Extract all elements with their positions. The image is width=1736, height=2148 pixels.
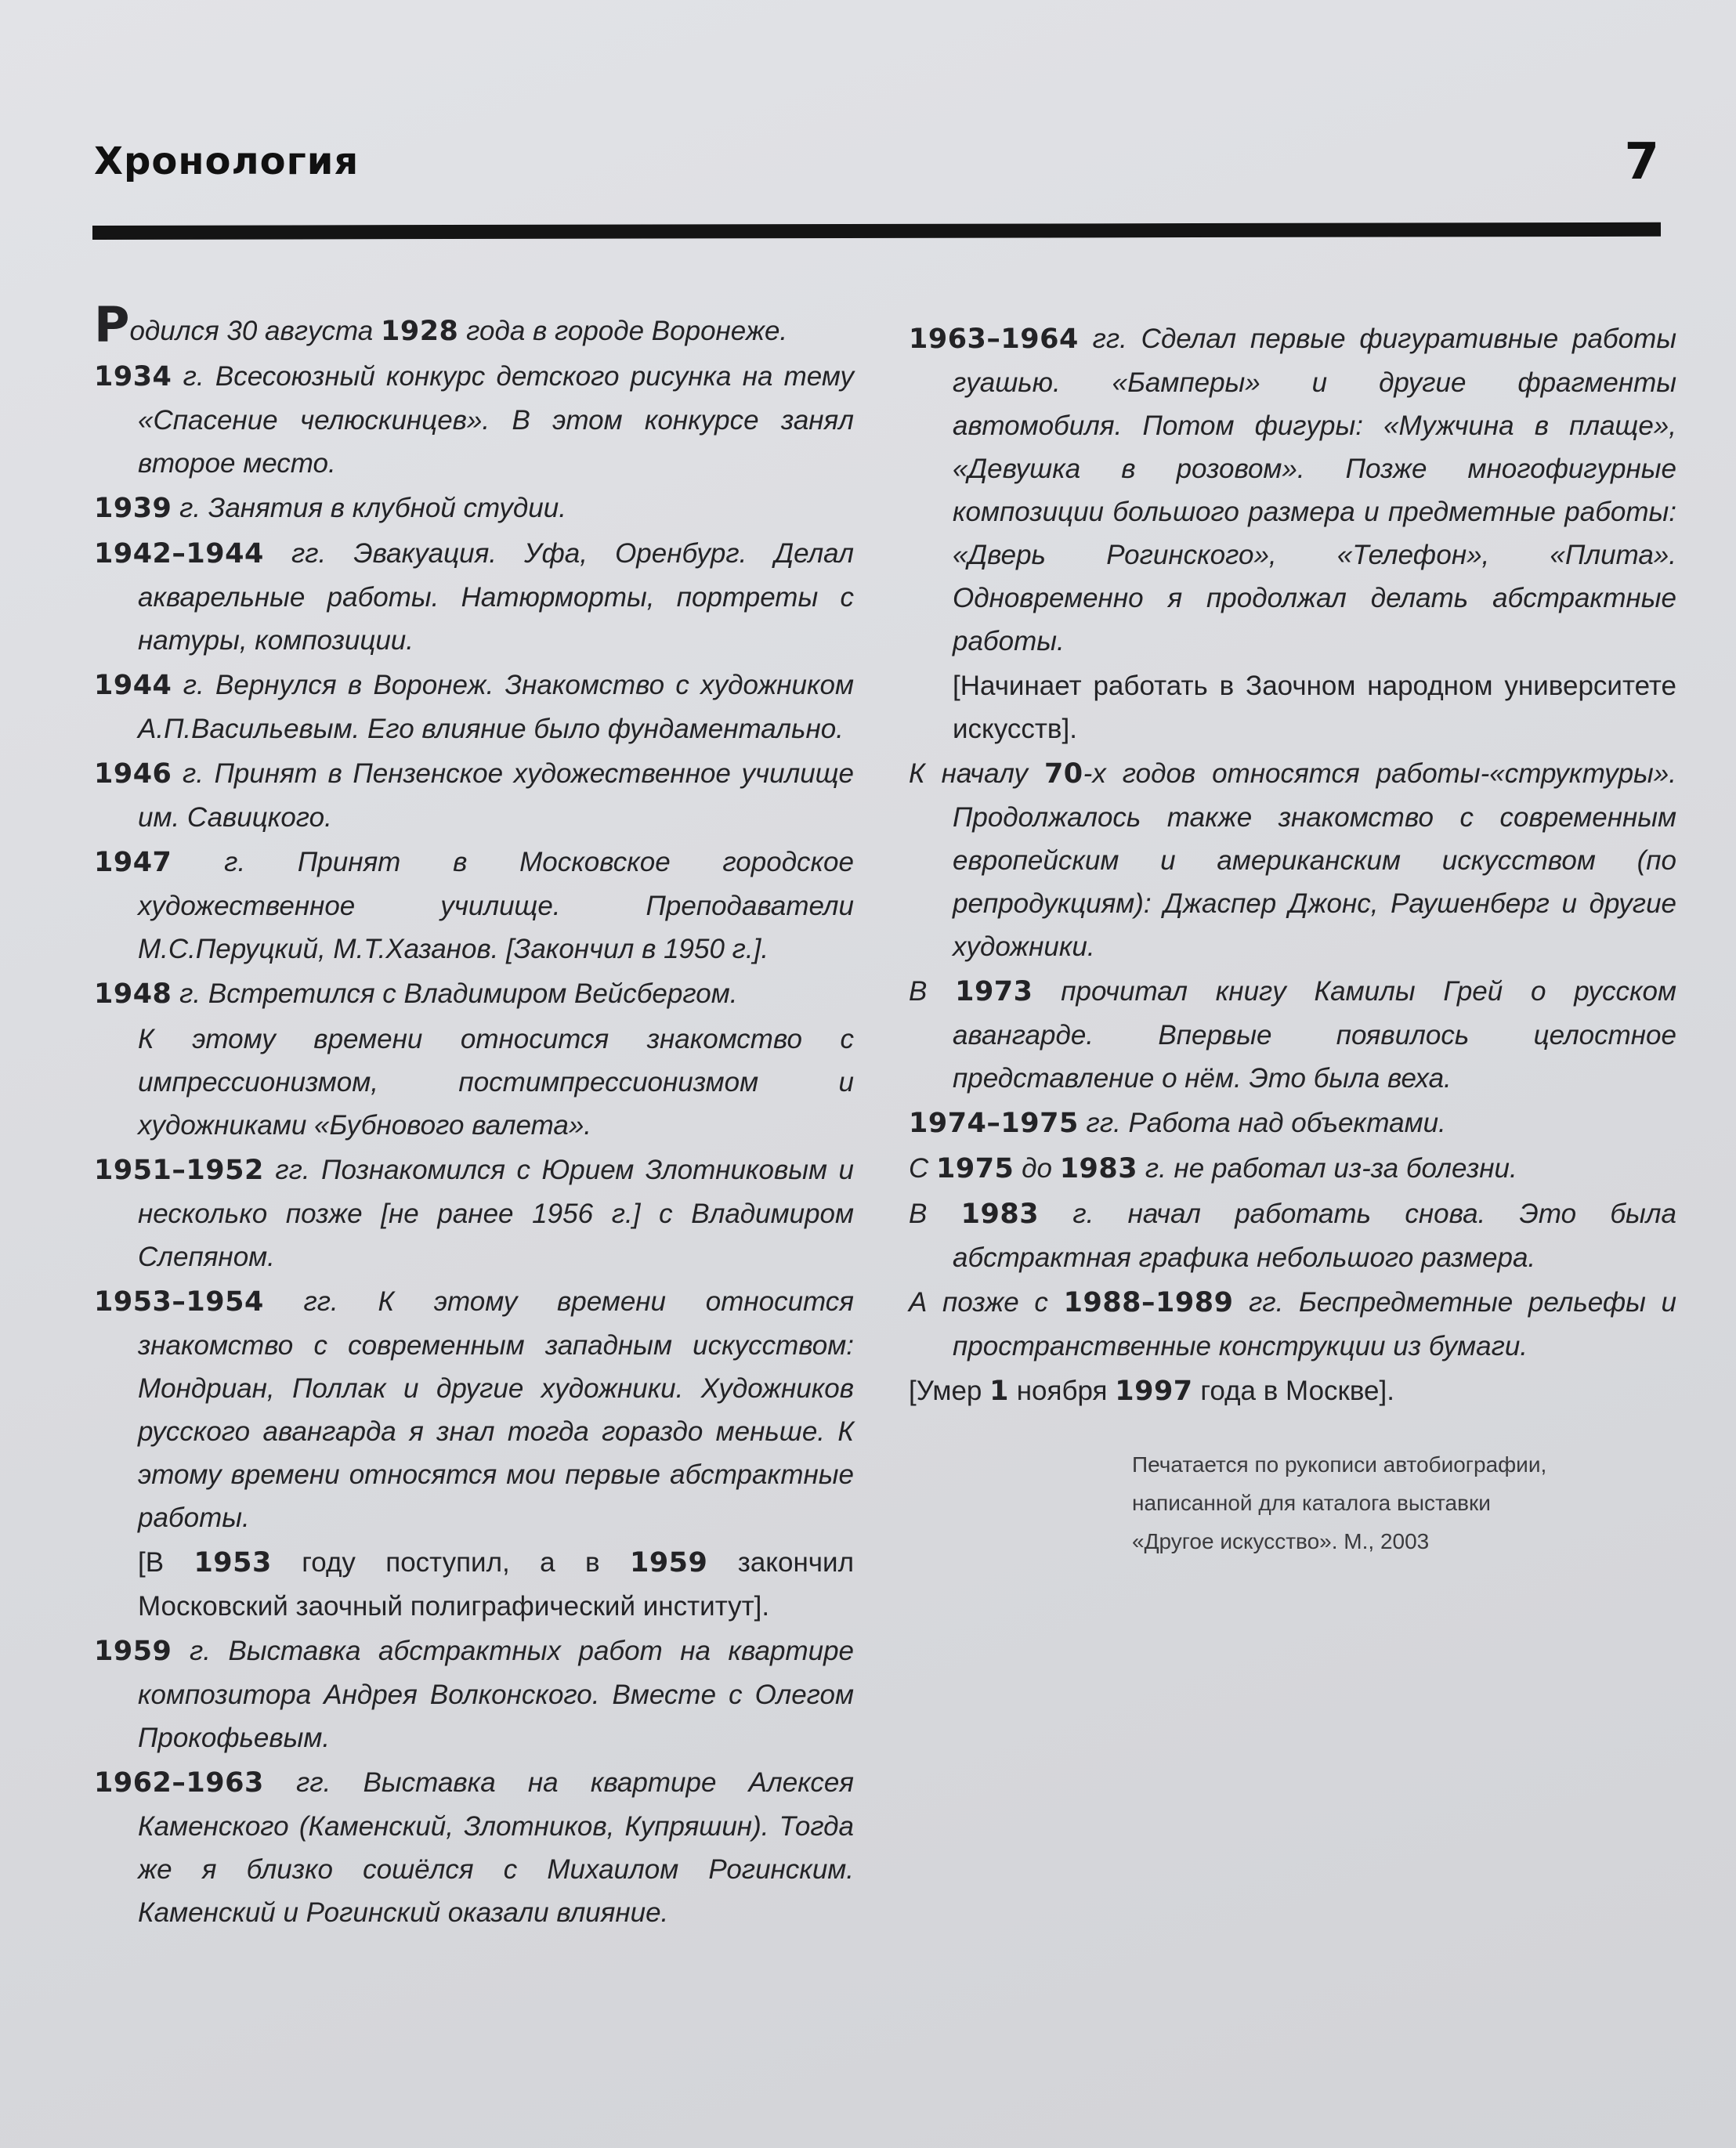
footnote-line: «Другое искусство». М., 2003 <box>1132 1529 1430 1553</box>
drop-cap: Р <box>94 296 130 353</box>
chronology-entry: А позже с 1988–1989 гг. Беспредметные рельефы и пространственные конструкции из бумаги. <box>909 1287 1676 1361</box>
chronology-entry: 1939 г. Занятия в клубной студии. <box>94 493 566 524</box>
chronology-entry: 1959 г. Выставка абстрактных работ на квартире композитора Андрея Волконского. Вместе с Олегом Прокофьевым. <box>94 1636 854 1753</box>
header-rule <box>92 222 1661 240</box>
year: 1983 <box>1059 1153 1138 1184</box>
year: 1951–1952 <box>94 1155 264 1186</box>
intro-entry: Родился 30 августа 1928 года в городе Воронеже. <box>94 296 788 353</box>
chronology-entry: 1946 г. Принят в Пензенское художественное училище им. Савицкого. <box>94 758 854 833</box>
chronology-entry: К началу 70-х годов относятся работы-«структуры». Продолжалось также знакомство с современным европейским и американским искусством (по репродукциям): Джаспер Джонс, Раушенберг и другие художники. <box>909 758 1676 962</box>
chronology-continuation: К этому времени относится знакомство с импрессионизмом, постимпрессионизмом и художниками «Бубнового валета». <box>138 1024 854 1141</box>
year: 1988–1989 <box>1063 1287 1234 1318</box>
year: 1944 <box>94 670 172 701</box>
chronology-entry: 1947 г. Принят в Московское городское художественное училище. Преподаватели М.С.Перуцкий, М.Т.Хазанов. [Закончил в 1950 г.]. <box>94 847 854 964</box>
year: 1983 <box>960 1199 1040 1230</box>
death-note: [Умер 1 ноября 1997 года в Москве]. <box>909 1376 1394 1407</box>
year: 1973 <box>955 976 1033 1007</box>
chronology-entry: 1951–1952 гг. Познакомился с Юрием Злотниковым и несколько позже [не ранее 1956 г.] с Владимиром Слепяном. <box>94 1155 854 1272</box>
chronology-entry: В 1983 г. начал работать снова. Это была абстрактная графика небольшого размера. <box>909 1199 1676 1273</box>
year: 1962–1963 <box>94 1767 264 1799</box>
chronology-entry: 1974–1975 гг. Работа над объектами. <box>909 1108 1446 1139</box>
year: 1974–1975 <box>909 1108 1079 1139</box>
right-column <box>909 317 1676 1415</box>
left-column <box>94 296 854 1936</box>
year: 70 <box>1043 758 1083 790</box>
year: 1959 <box>629 1547 708 1578</box>
bracket-note: [Начинает работать в Заочном народном университете искусств]. <box>953 671 1676 744</box>
chronology-entry: 1942–1944 гг. Эвакуация. Уфа, Оренбург. Делал акварельные работы. Натюрморты, портреты с натуры, композиции. <box>94 538 854 656</box>
footnote-line: Печатается по рукописи автобиографии, <box>1132 1452 1547 1477</box>
year: 1946 <box>94 758 172 790</box>
page-title: Хронология <box>94 139 360 183</box>
year: 1947 <box>94 847 172 878</box>
year: 1953 <box>193 1547 272 1578</box>
year: 1959 <box>94 1636 172 1667</box>
chronology-entry: 1963–1964 гг. Сделал первые фигуративные работы гуашью. «Бамперы» и другие фрагменты автомобиля. Потом фигуры: «Мужчина в плаще», «Девушка в розовом». Позже многофигурные композиции большого размера и предметные работы: «Дверь Рогинского», «Телефон», «Плита». Одновременно я продолжал делать абстрактные работы. <box>909 324 1676 656</box>
year: 1934 <box>94 361 172 392</box>
chronology-entry: С 1975 до 1983 г. не работал из-за болезни. <box>909 1153 1517 1184</box>
chronology-entry: 1934 г. Всесоюзный конкурс детского рисунка на тему «Спасение челюскинцев». В этом конкурсе занял второе место. <box>94 361 854 479</box>
chronology-entry: 1944 г. Вернулся в Воронеж. Знакомство с художником А.П.Васильевым. Его влияние было фундаментально. <box>94 670 854 744</box>
year: 1975 <box>936 1153 1014 1184</box>
page-number: 7 <box>1624 133 1659 191</box>
chronology-entry: 1953–1954 гг. К этому времени относится знакомство с современным западным искусством: Мондриан, Поллак и другие художники. Художников русского авангарда я знал тогда гораздо меньше. К этому времени относятся мои первые абстрактные работы. <box>94 1286 854 1533</box>
year: 1939 <box>94 493 172 524</box>
footnote-line: написанной для каталога выставки <box>1132 1491 1491 1515</box>
chronology-entry: В 1973 прочитал книгу Камилы Грей о русском авангарде. Впервые появилось целостное представление о нём. Это была веха. <box>909 976 1676 1094</box>
year: 1 <box>989 1376 1009 1407</box>
year: 1928 <box>381 316 459 347</box>
year: 1997 <box>1115 1376 1193 1407</box>
page-header <box>94 133 1659 202</box>
source-footnote <box>1132 1445 1680 1560</box>
bracket-note: [В 1953 году поступил, а в 1959 закончил Московский заочный полиграфический институт]. <box>138 1547 854 1622</box>
chronology-entry: 1948 г. Встретился с Владимиром Вейсбергом. <box>94 978 738 1010</box>
year: 1942–1944 <box>94 538 264 570</box>
chronology-entry: 1962–1963 гг. Выставка на квартире Алексея Каменского (Каменский, Злотников, Купряшин). Тогда же я близко сошёлся с Михаилом Рогинским. Каменский и Рогинский оказали влияние. <box>94 1767 854 1928</box>
year: 1953–1954 <box>94 1286 264 1318</box>
year: 1963–1964 <box>909 324 1079 355</box>
year: 1948 <box>94 978 172 1010</box>
